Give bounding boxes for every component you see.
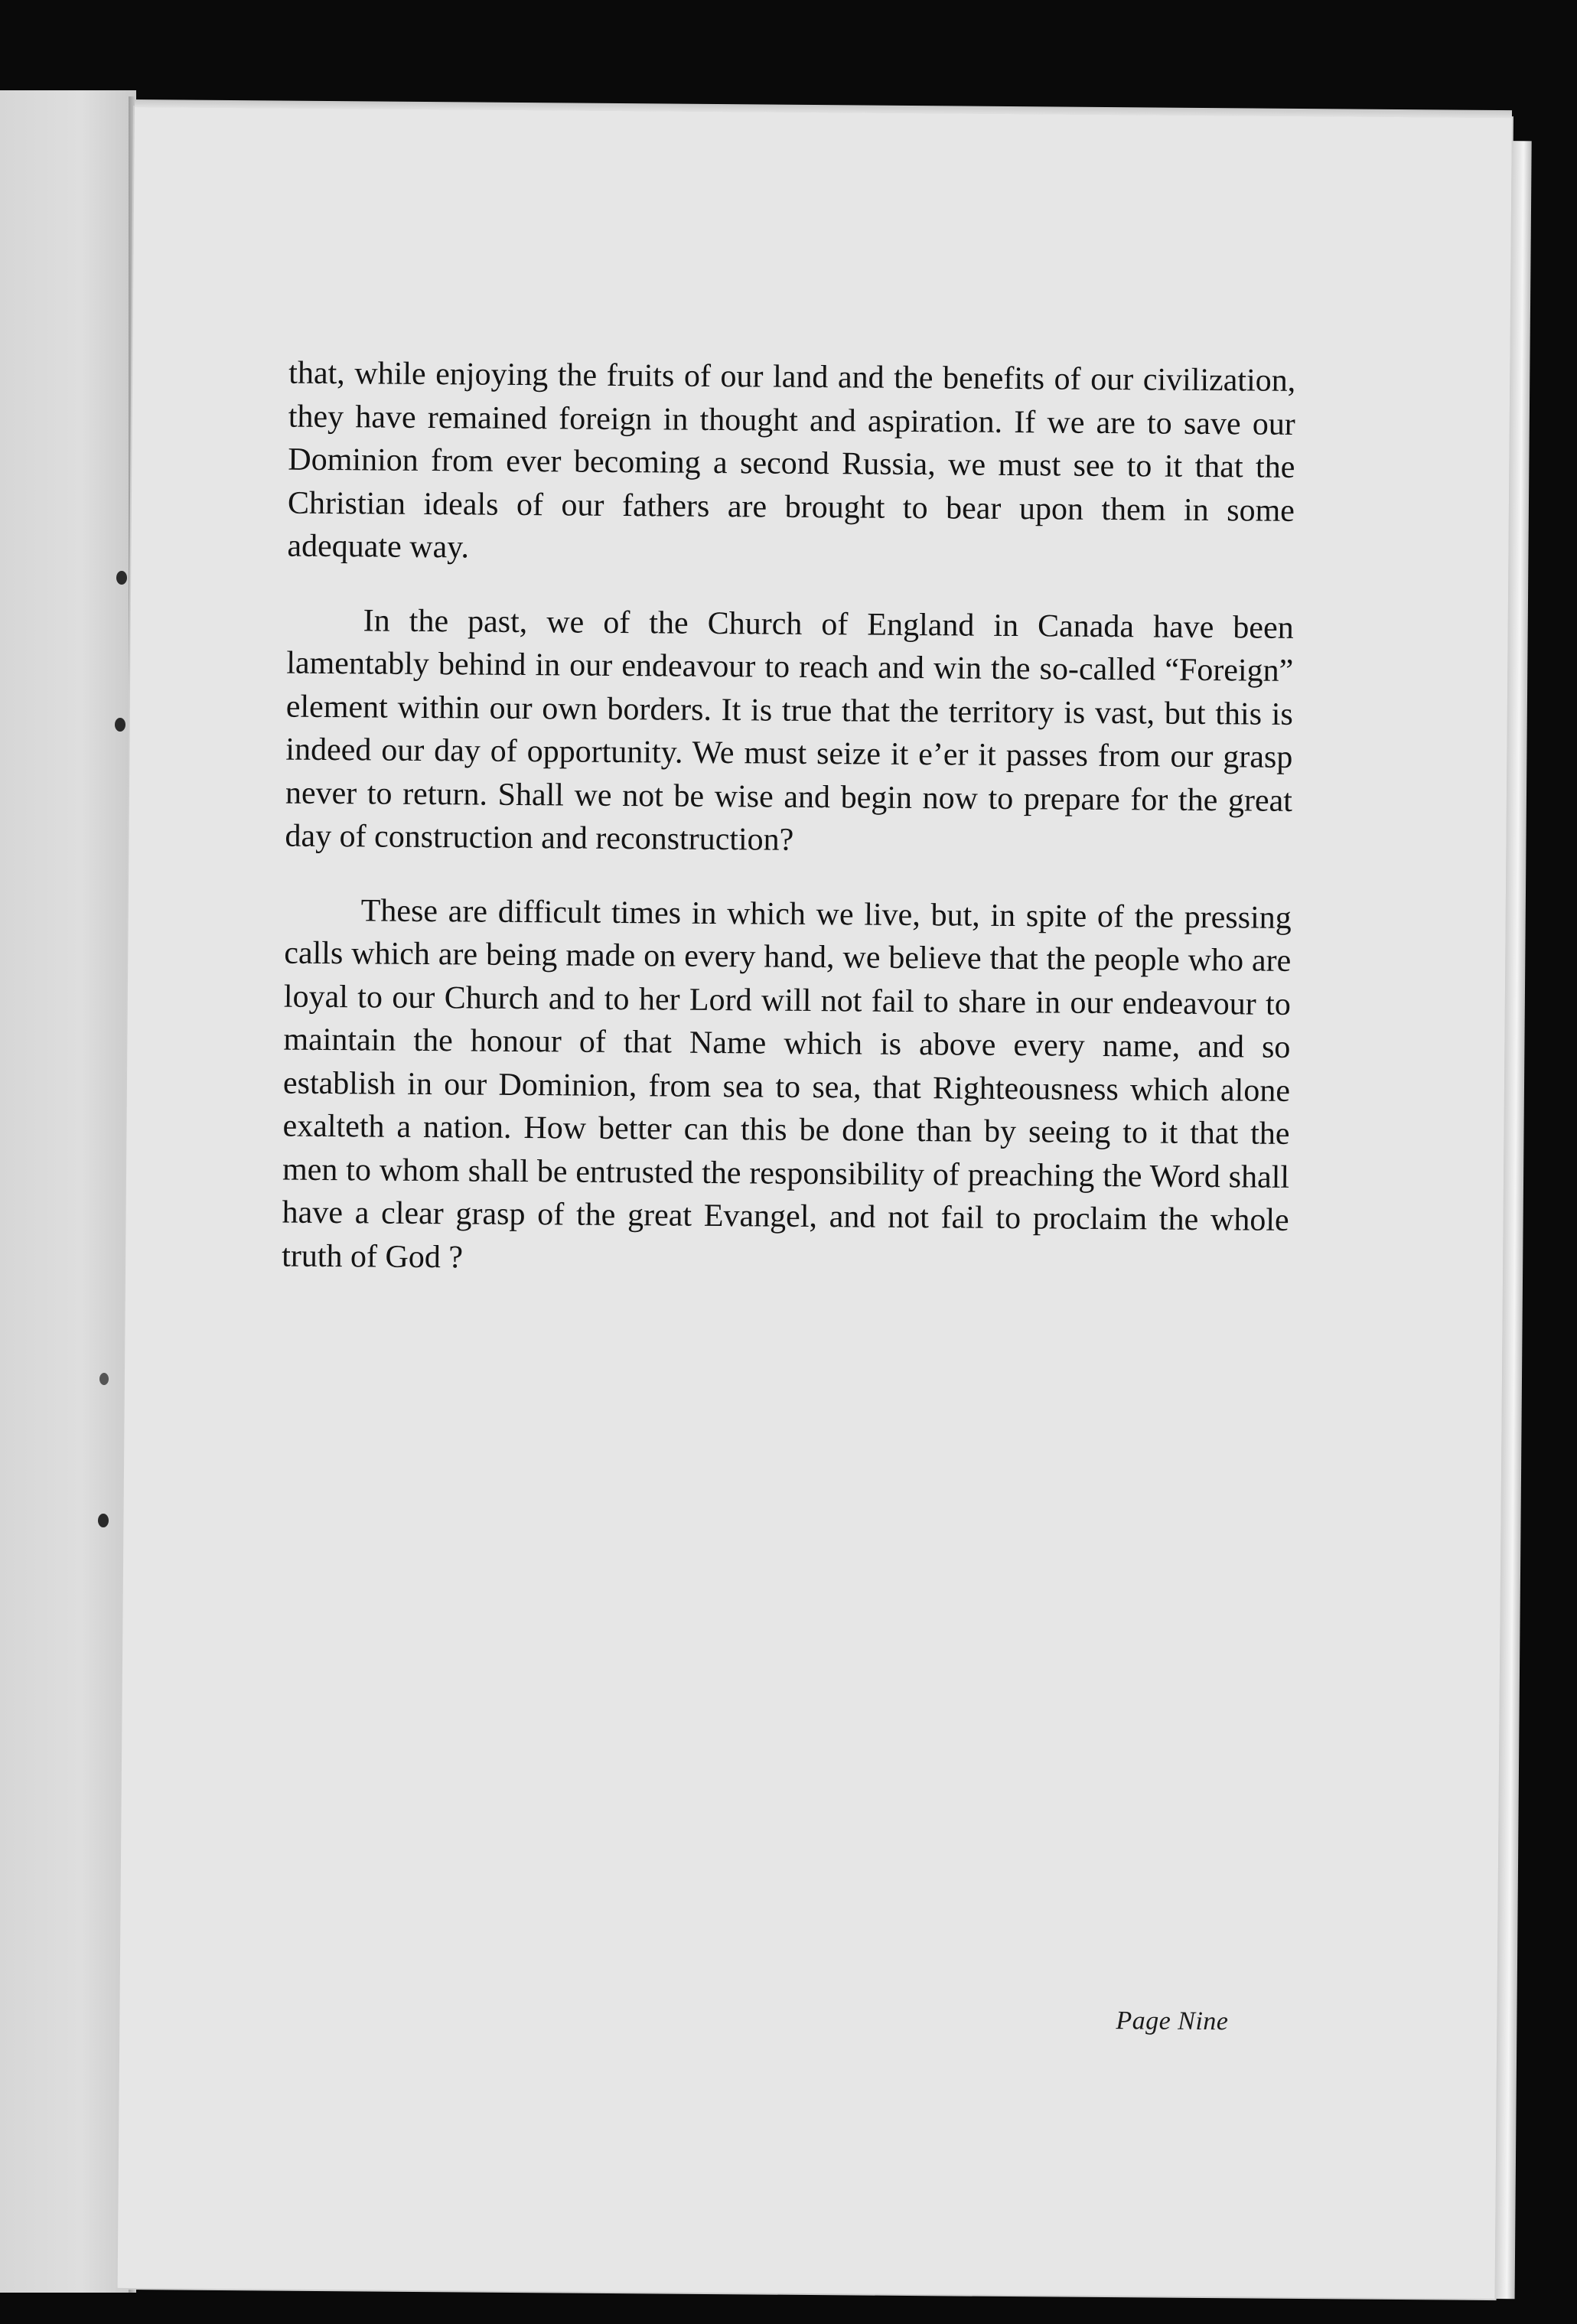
page-right-edge bbox=[1495, 141, 1532, 2299]
paragraph-3: These are difficult times in which we live, but, in spite of the pressing calls which are being made on every hand, we believe that the people who are loyal to our Church and to her Lord will not fail to share in our endeavour to maintain the honour of that Name which is above every name, and so establish in our Dominion, from sea to sea, that Righteousness which alone exalteth a nation. How better can this be done than by seeing to it that the men to whom shall be entrusted the responsibility of preaching the Word shall have a clear grasp of the great Evangel, and not fail to proclaim the whole truth of God ? bbox=[282, 892, 1292, 1275]
page-top-edge bbox=[135, 99, 1512, 118]
paragraph-2: In the past, we of the Church of England in Canada have been lamentably behind in our endeavour to reach and win the so-called “Foreign” element within our own borders. It is true that the territory is vast, but this is indeed our day of opportunity. We must seize it e’er it passes from our grasp never to return. Shall we not be wise and begin now to prepare for the great day of construction and reconstruction? bbox=[285, 602, 1294, 858]
binding-hole bbox=[99, 1373, 109, 1385]
paragraph-1: that, while enjoying the fruits of our land and the benefits of our civilization, they have remained foreign in thought and aspiration. If we are to save our Dominion from ever becoming a second Russia, we must see to it that the Christian ideals of our fathers are brought to bear upon them in some adequate way. bbox=[287, 355, 1296, 566]
page bbox=[118, 107, 1512, 2299]
page-number: Page Nine bbox=[1116, 2006, 1229, 2036]
binding-hole bbox=[98, 1514, 109, 1527]
left-page-edge bbox=[0, 90, 136, 2293]
binding-hole bbox=[115, 718, 125, 732]
binding-hole bbox=[116, 571, 127, 585]
body-text bbox=[282, 352, 1296, 1316]
